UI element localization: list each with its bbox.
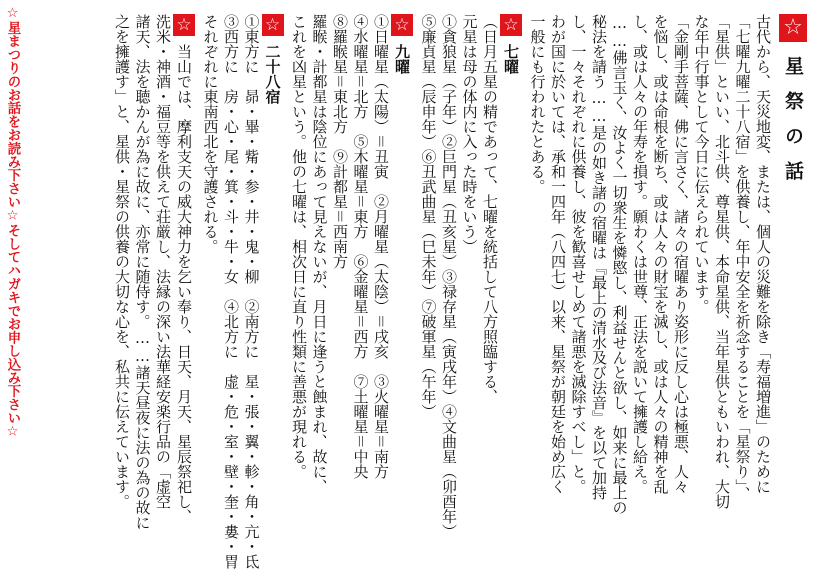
intro-line: な年中行事として今日に伝えられています。	[692, 14, 711, 314]
intro-line: 一般にも行われたとある。	[528, 14, 547, 194]
star-icon: ☆	[173, 14, 195, 36]
intro-line: わが国に於いては、承和一四年（八四七）以来、星祭が朝廷を始め広く	[549, 14, 567, 494]
intro-line: し、或は人々の年寿を損す。願わくは世尊、正法を説いて擁護し給え。	[631, 14, 649, 494]
intro-line: 「金剛手菩薩、佛に言さく、諸々の宿曜あり姿形に反し心は極悪、人々	[672, 14, 690, 494]
star-icon: ☆	[262, 14, 284, 36]
intro-line: ……佛言玉く、汝よく一切衆生を憐愍し、利益せんと欲し、如来に最上の	[610, 14, 629, 515]
application-banner: ☆星まつりのお話をお読み下さい☆そしてハガキでお申し込み下さい☆	[5, 6, 20, 440]
kuyo-line: これを凶星という。他の七曜は、相次日に直り性類に善悪が現れる。	[290, 14, 308, 479]
closing-line: 洗米・神酒・福豆等を供えて荘厳し、法縁の深い法華経安楽行品の「虚空	[154, 14, 172, 509]
section-heading-shichiyo	[500, 14, 522, 570]
intro-line: を悩し、或は命根を断ち、或は人々の財宝を滅し、或は人々の精神を乱	[651, 14, 670, 494]
heading-text: 七曜	[502, 44, 520, 74]
section-heading-kuyo	[391, 14, 413, 570]
section-heading-nijuhasshuku	[262, 14, 284, 570]
title-text: 星祭の話	[782, 56, 804, 196]
closing-line: 之を擁護す」と、星供・星祭の供養の大切な心を、私共に伝えています。	[113, 14, 131, 509]
article-title	[778, 14, 808, 570]
article-body	[28, 14, 808, 570]
shuku-line: ①東方に 昴・畢・觜・参・井・鬼・柳 ②南方に 星・張・翼・軫・角・亢・氐	[242, 14, 261, 569]
shichiyo-line: （日月五星の精であって、七曜を統括して八方照臨する、	[481, 14, 499, 404]
kuyo-line: ⑧羅睺星＝東北方 ⑨計都星＝西南方	[331, 14, 349, 269]
intro-line: し、一々それぞれに供養し、彼を歓喜せしめて諸悪を滅除すべし」と。	[569, 14, 588, 494]
closing-line	[173, 14, 195, 570]
shuku-line: ③西方に 房・心・尾・箕・斗・牛・女 ④北方に 虚・危・室・壁・奎・婁・胃	[222, 14, 240, 569]
kuyo-line: ①日曜星（太陽）＝丑寅 ②月曜星（太陰）＝戌亥 ③火曜星＝南方	[372, 14, 390, 479]
star-icon: ☆	[391, 14, 413, 36]
heading-text: 二十八宿	[263, 44, 282, 104]
star-icon: ☆	[500, 14, 522, 36]
heading-text: 九曜	[393, 44, 411, 74]
closing-line: 諸天、法を聴かんが為に故に、亦常に随侍す。……諸天昼夜に法の為の故に	[133, 14, 152, 530]
closing-text: 当山では、摩利支天の威大神力を乞い奉り、日天、月天、星辰祭祀し、	[175, 44, 193, 524]
intro-line: 古代から、天災地変、または、個人の災難を除き「寿福増進」のために	[754, 14, 772, 494]
intro-line: 秘法を請う……是の如き諸の宿曜は『最上の清水及び法音』を以て加持	[590, 14, 608, 500]
intro-line: 「星供」といい、北斗供、尊星供、本命星供、当年星供ともいわれ、大切	[713, 14, 731, 509]
kuyo-line: 羅睺・計都星は陰位にあって見えないが、月日に逢うと蝕まれ、故に、	[310, 14, 329, 494]
shuku-line: それぞれに東南西北を守護される。	[201, 14, 220, 254]
intro-line: 「七曜九曜二十八宿」を供養し、年中安全を祈念することを「星祭り」、	[733, 14, 752, 502]
shichiyo-star-list: ①貪狼星（子年）②巨門星（丑亥星）③禄存星（寅戌年）④文曲星（卯酉年）	[440, 14, 458, 539]
shichiyo-star-list: ⑤廉貞星（辰申年）⑥丑武曲星（巳未年）⑦破軍星（午年）	[419, 14, 438, 419]
shichiyo-line: 元星は母の体内に入った時をいう）	[460, 14, 479, 254]
star-icon: ☆	[779, 14, 807, 42]
kuyo-line: ④水曜星＝北方 ⑤木曜星＝東方 ⑥金曜星＝西方 ⑦土曜星＝中央	[351, 14, 370, 479]
